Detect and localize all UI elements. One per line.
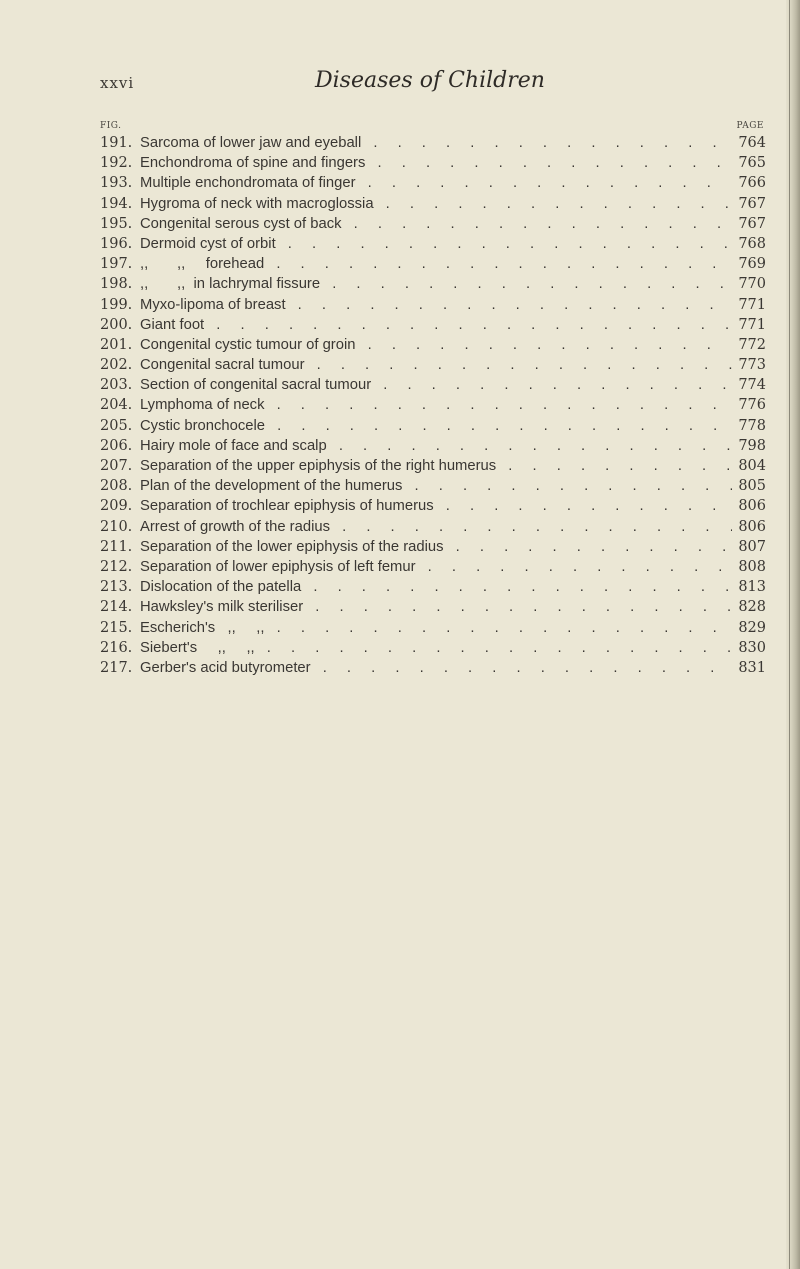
list-item <box>100 295 766 315</box>
list-item <box>100 355 766 375</box>
list-item <box>100 335 766 355</box>
figure-caption: Siebert's ,, ,, . . . <box>140 638 732 658</box>
figure-caption: Separation of lower epiphysis of left femur . . . <box>140 557 732 577</box>
figure-number: 215. <box>100 619 133 636</box>
list-item <box>100 214 766 234</box>
page-number: 807 <box>738 538 766 555</box>
figure-caption: Enchondroma of spine and fingers . . . <box>140 153 732 173</box>
page-number: 831 <box>738 659 766 676</box>
figure-number: 213. <box>100 579 133 596</box>
page-number: 771 <box>738 316 766 333</box>
figure-caption: Dermoid cyst of orbit . . . <box>140 234 732 254</box>
list-item <box>100 537 766 557</box>
figure-caption: Myxo-lipoma of breast . . . <box>140 295 732 315</box>
figure-number: 204. <box>100 397 133 414</box>
page-number: 829 <box>738 619 766 636</box>
page-column-heading: PAGE <box>736 121 764 131</box>
list-item <box>100 557 766 577</box>
figure-number: 212. <box>100 558 133 575</box>
page-number: 765 <box>738 155 766 172</box>
list-item <box>100 436 766 456</box>
figure-number: 207. <box>100 458 133 474</box>
page-number: 830 <box>738 639 766 656</box>
list-item <box>100 597 766 617</box>
page-folio: xxvi <box>100 74 135 92</box>
list-item <box>100 234 766 254</box>
page-number: 772 <box>738 336 766 353</box>
figure-number: 195. <box>100 215 133 232</box>
figure-caption: Separation of the lower epiphysis of the radius . . . <box>140 537 732 557</box>
list-item <box>100 133 766 153</box>
page-number: 804 <box>738 458 766 474</box>
figure-number: 205. <box>100 417 133 434</box>
figure-caption: Plan of the development of the humerus . . . <box>140 476 732 496</box>
figure-number: 210. <box>100 518 133 535</box>
page-number: 798 <box>738 437 766 454</box>
list-item <box>100 476 766 496</box>
list-item <box>100 416 766 436</box>
figure-number: 197. <box>100 256 133 273</box>
figure-number: 191. <box>100 135 133 151</box>
figure-caption: Separation of the upper epiphysis of the right humerus . . . <box>140 456 732 476</box>
page-number: 769 <box>738 256 766 273</box>
figure-number: 194. <box>100 195 133 212</box>
figure-caption: Hairy mole of face and scalp . . . <box>140 436 732 456</box>
figure-number: 208. <box>100 478 133 495</box>
figure-caption: Dislocation of the patella . . . <box>140 577 732 597</box>
figure-caption: Separation of trochlear epiphysis of humerus . . . <box>140 496 732 516</box>
figure-number: 196. <box>100 235 133 252</box>
page-number: 813 <box>738 579 766 596</box>
figure-number: 203. <box>100 377 133 394</box>
page-number: 774 <box>738 377 766 394</box>
page-number: 778 <box>738 417 766 434</box>
figure-number: 199. <box>100 296 133 313</box>
list-item <box>100 577 766 597</box>
figure-caption: Arrest of growth of the radius . . . <box>140 517 732 537</box>
figure-number: 214. <box>100 599 133 616</box>
figure-number: 206. <box>100 437 133 454</box>
figure-caption: Lymphoma of neck . . . <box>140 395 732 415</box>
list-item <box>100 194 766 214</box>
list-item <box>100 315 766 335</box>
page-number: 771 <box>738 296 766 313</box>
fig-column-heading: FIG. <box>100 121 122 131</box>
page-number: 767 <box>738 215 766 232</box>
list-item <box>100 517 766 537</box>
page-number: 773 <box>738 357 766 374</box>
page-number: 806 <box>738 518 766 535</box>
figure-caption: Section of congenital sacral tumour . . . <box>140 375 732 395</box>
page-number: 768 <box>738 235 766 252</box>
list-item <box>100 375 766 395</box>
figure-caption: ,, ,, in lachrymal fissure . . . <box>140 274 732 294</box>
figure-list <box>100 133 766 678</box>
figure-caption: Congenital serous cyst of back . . . <box>140 214 732 234</box>
list-item <box>100 153 766 173</box>
figure-caption: Escherich's ,, ,, . . . <box>140 618 732 638</box>
figure-number: 201. <box>100 336 133 353</box>
figure-number: 198. <box>100 276 133 293</box>
figure-number: 202. <box>100 357 133 374</box>
figure-number: 216. <box>100 639 133 656</box>
list-item <box>100 618 766 638</box>
figure-caption: Sarcoma of lower jaw and eyeball . . . <box>140 133 732 153</box>
page-number: 806 <box>738 498 766 515</box>
list-item <box>100 254 766 274</box>
page-number: 766 <box>738 175 766 192</box>
list-item <box>100 274 766 294</box>
figure-caption: Cystic bronchocele . . . <box>140 416 732 436</box>
list-item <box>100 173 766 193</box>
figure-caption: Congenital sacral tumour . . . <box>140 355 732 375</box>
figure-number: 200. <box>100 316 133 333</box>
list-item <box>100 496 766 516</box>
figure-caption: Congenital cystic tumour of groin . . . <box>140 335 732 355</box>
running-head <box>100 68 700 98</box>
figure-number: 193. <box>100 175 133 192</box>
list-item <box>100 658 766 678</box>
figure-caption: Hygroma of neck with macroglossia . . . <box>140 194 732 214</box>
list-item <box>100 456 766 476</box>
page-number: 776 <box>738 397 766 414</box>
page-number: 808 <box>738 558 766 575</box>
page-number: 770 <box>738 276 766 293</box>
figure-caption: ,, ,, forehead . . . <box>140 254 732 274</box>
figure-caption: Gerber's acid butyrometer . . . <box>140 658 732 678</box>
page-number: 767 <box>738 195 766 212</box>
page-number: 828 <box>738 599 766 616</box>
page-edge-line <box>789 0 790 1269</box>
list-item <box>100 395 766 415</box>
page-number: 805 <box>738 478 766 495</box>
figure-caption: Giant foot . . . <box>140 315 732 335</box>
figure-caption: Hawksley's milk steriliser . . . <box>140 597 732 617</box>
figure-caption: Multiple enchondromata of finger . . . <box>140 173 732 193</box>
figure-number: 211. <box>100 538 133 555</box>
figure-number: 217. <box>100 659 133 676</box>
figure-number: 192. <box>100 155 133 172</box>
figure-number: 209. <box>100 498 133 515</box>
running-title: Diseases of Children <box>315 68 545 93</box>
page-number: 764 <box>738 135 766 151</box>
list-item <box>100 638 766 658</box>
